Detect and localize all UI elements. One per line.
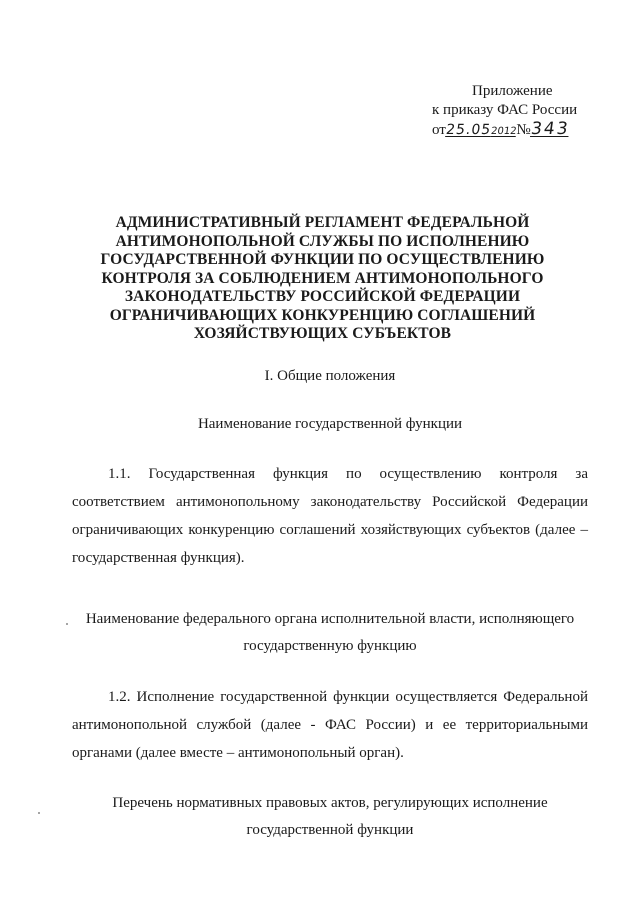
scan-speck (38, 812, 40, 814)
paragraph-1-2 (72, 683, 588, 767)
handwritten-date: 25.05 (444, 122, 493, 138)
paragraph-line: органами (далее вместе – антимонопольный орган). (72, 745, 404, 761)
title-line: ЗАКОНОДАТЕЛЬСТВУ РОССИЙСКОЙ ФЕДЕРАЦИИ (124, 288, 521, 305)
paragraph-line: ограничивающих конкуренцию соглашений хозяйствующих субъектов (далее – (72, 522, 588, 538)
number-prefix: № (516, 122, 531, 138)
subsection-heading-acts-line1: Перечень нормативных правовых актов, регулирующих исполнение (112, 795, 548, 811)
title-line: ОГРАНИЧИВАЮЩИХ КОНКУРЕНЦИЮ СОГЛАШЕНИЙ (109, 306, 536, 324)
title-line: ГОСУДАРСТВЕННОЙ ФУНКЦИИ ПО ОСУЩЕСТВЛЕНИЮ (100, 251, 545, 268)
paragraph-line: 1.2. Исполнение государственной функции осуществляется Федеральной (108, 689, 588, 705)
handwritten-year: 2012 (490, 126, 518, 137)
section-heading: I. Общие положения (264, 368, 396, 384)
title-line: КОНТРОЛЯ ЗА СОБЛЮДЕНИЕМ АНТИМОНОПОЛЬНОГО (101, 269, 544, 287)
handwritten-number: 343 (529, 119, 571, 139)
paragraph-1-1 (72, 460, 588, 572)
title-line: АНТИМОНОПОЛЬНОЙ СЛУЖБЫ ПО ИСПОЛНЕНИЮ (115, 232, 530, 250)
paragraph-line: 1.1. Государственная функция по осуществлению контроля за (108, 466, 588, 482)
subsection-heading-authority-line2: государственную функцию (243, 638, 417, 654)
subsection-heading-function-name: Наименование государственной функции (197, 416, 463, 432)
scan-speck (66, 623, 68, 625)
appendix-label: Приложение (472, 83, 553, 99)
subsection-heading-acts-line2: государственной функции (246, 822, 414, 838)
paragraph-line: соответствием антимонопольному законодательству Российской Федерации (72, 494, 588, 510)
appendix-order-ref: к приказу ФАС России (432, 102, 578, 118)
document-title (70, 214, 575, 344)
appendix-block (420, 82, 620, 141)
title-line: ХОЗЯЙСТВУЮЩИХ СУБЪЕКТОВ (193, 325, 452, 342)
paragraph-line: государственная функция). (72, 550, 245, 566)
appendix-date-number (420, 120, 620, 141)
subsection-heading-authority-line1: Наименование федерального органа исполнительной власти, исполняющего (85, 611, 575, 627)
paragraph-line: антимонопольной службой (далее - ФАС России) и ее территориальными (72, 717, 588, 733)
title-line: АДМИНИСТРАТИВНЫЙ РЕГЛАМЕНТ ФЕДЕРАЛЬНОЙ (115, 214, 530, 231)
from-prefix: от (432, 122, 446, 138)
